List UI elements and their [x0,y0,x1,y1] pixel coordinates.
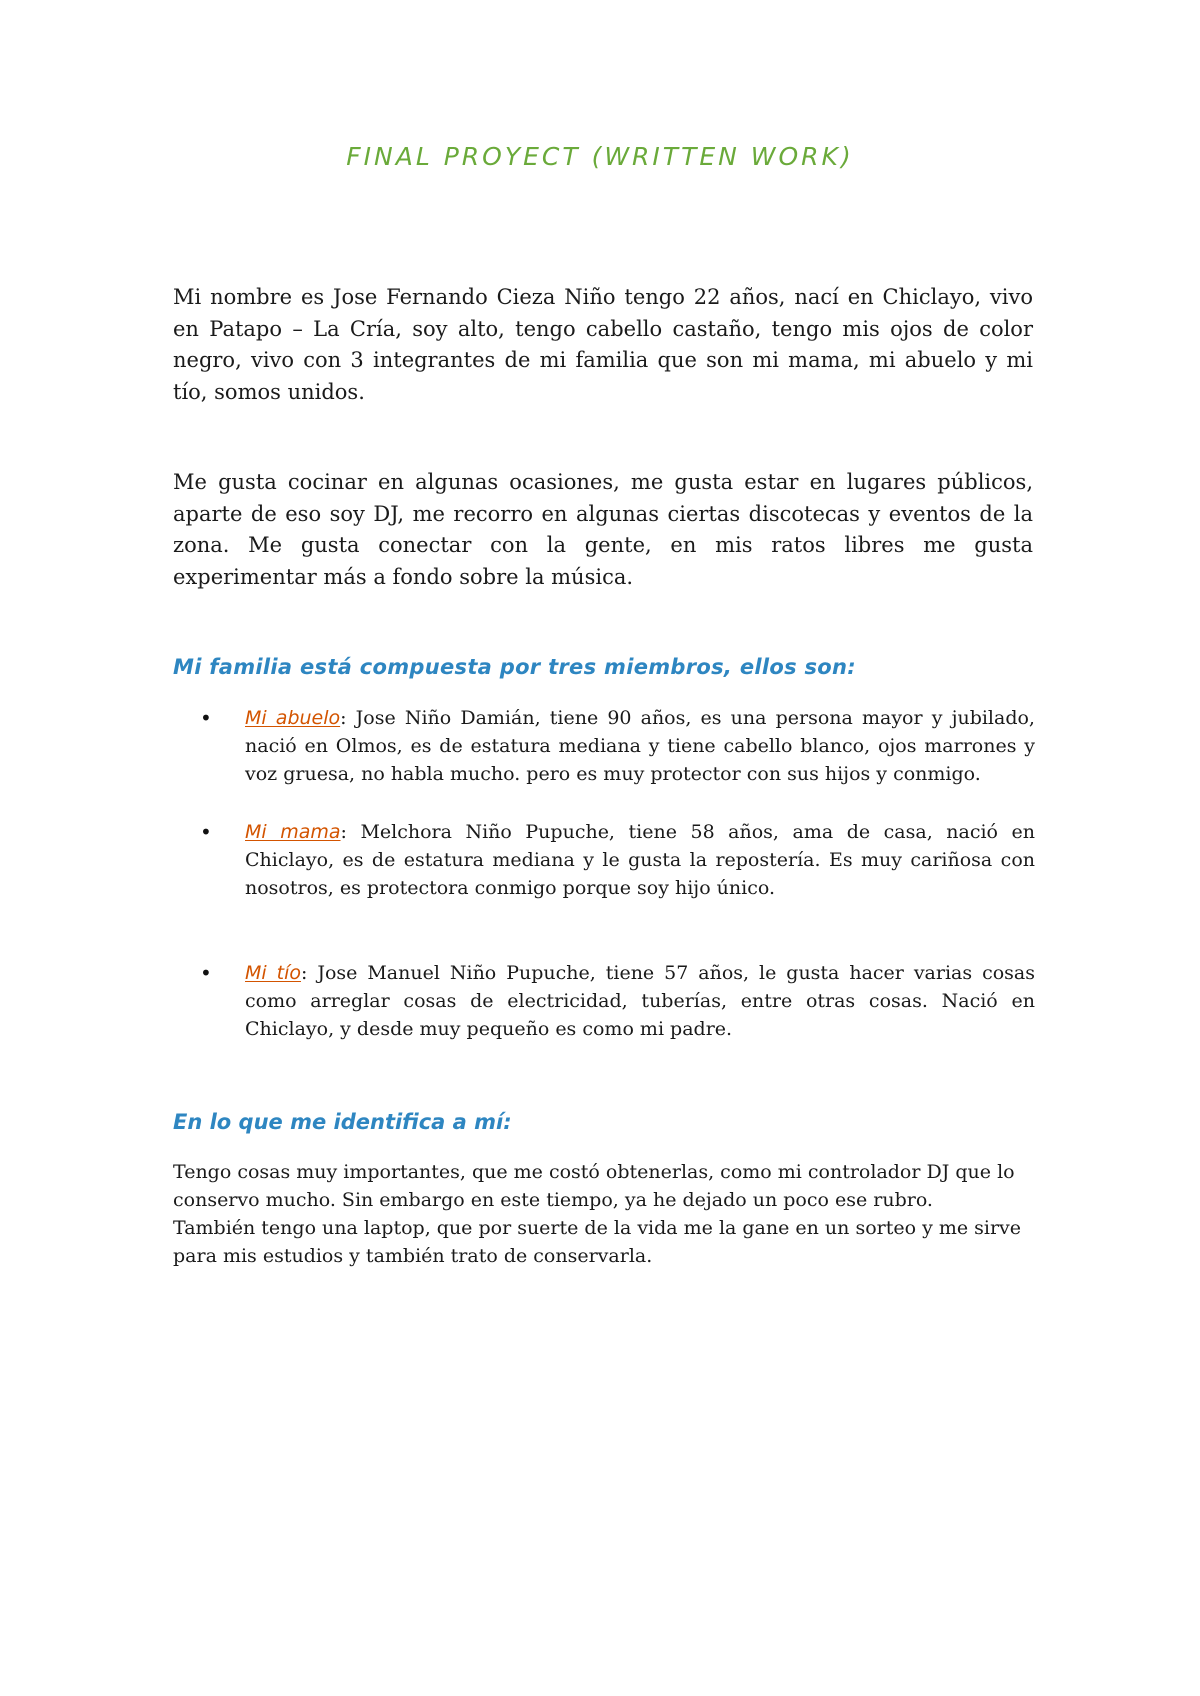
family-member-label: Mi mama [245,821,341,843]
identity-paragraph [173,1158,1053,1270]
identity-line: conservo mucho. Sin embargo en este tiempo, ya he dejado un poco ese rubro. [173,1189,933,1211]
identity-line: Tengo cosas muy importantes, que me costó obtenerlas, como mi controlador DJ que lo [173,1161,1015,1183]
hobbies-paragraph: Me gusta cocinar en algunas ocasiones, me gusta estar en lugares públicos, aparte de eso soy DJ, me recorro en algunas ciertas discotecas y eventos de la zona. Me gusta conectar con la gente, en mis ratos libres me gusta experimentar más a fondo sobre la música. [173,470,1033,589]
family-member-label: Mi tío [245,962,301,984]
family-member-text [245,818,1035,902]
identity-line: para mis estudios y también trato de conservarla. [173,1245,653,1267]
family-member-description: : Jose Manuel Niño Pupuche, tiene 57 años, le gusta hacer varias cosas como arreglar cosas de electricidad, tuberías, entre otras cosas. Nació en Chiclayo, y desde muy pequeño es como mi padre. [245,962,1035,1040]
identity-line: También tengo una laptop, que por suerte de la vida me la gane en un sorteo y me sirve [173,1217,1022,1239]
family-member-text [245,959,1035,1043]
family-member-text [245,704,1035,788]
bullet-icon: • [200,961,212,985]
bullet-icon: • [200,706,212,730]
intro-paragraph: Mi nombre es Jose Fernando Cieza Niño tengo 22 años, nací en Chiclayo, vivo en Patapo – La Cría, soy alto, tengo cabello castaño, tengo mis ojos de color negro, vivo con 3 integrantes de mi familia que son mi mama, mi abuelo y mi tío, somos unidos. [173,285,1033,404]
bullet-icon: • [200,820,212,844]
family-member-label: Mi abuelo [245,707,341,729]
document-title: FINAL PROYECT (WRITTEN WORK) [346,142,854,171]
family-member-description: : Melchora Niño Pupuche, tiene 58 años, ama de casa, nació en Chiclayo, es de estatura mediana y le gusta la repostería. Es muy cariñosa con nosotros, es protectora conmigo porque soy hijo único. [245,821,1036,899]
family-member-description: : Jose Niño Damián, tiene 90 años, es una persona mayor y jubilado, nació en Olmos, es de estatura mediana y tiene cabello blanco, ojos marrones y voz gruesa, no habla mucho. pero es muy protector con sus hijos y conmigo. [245,707,1035,785]
family-heading: Mi familia está compuesta por tres miembros, ellos son: [173,655,856,679]
identity-heading: En lo que me identifica a mí: [173,1110,512,1134]
